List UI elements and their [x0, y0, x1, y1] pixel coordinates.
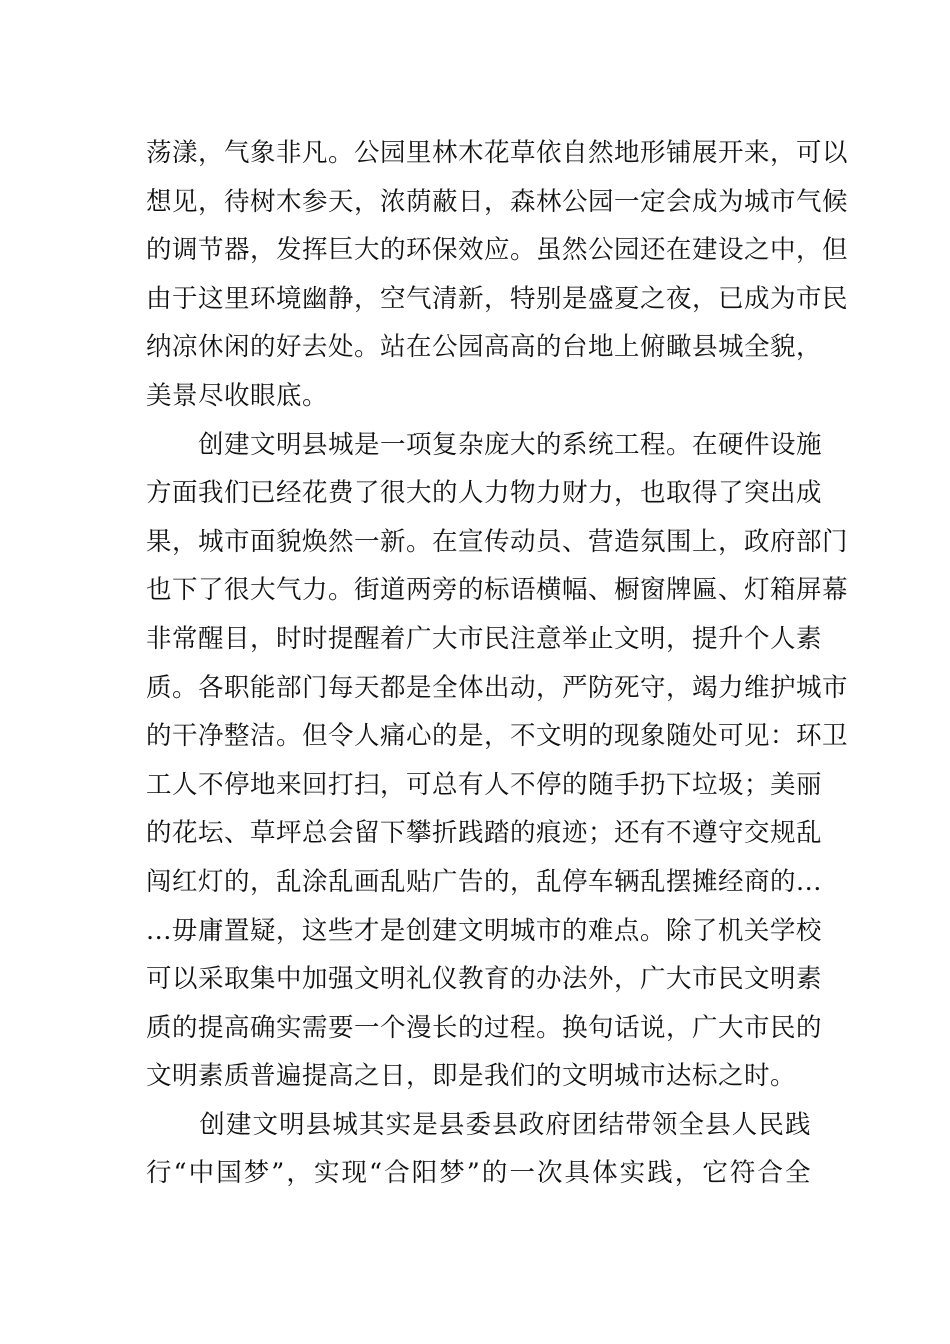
text-line: 想见，待树木参天，浓荫蔽日，森林公园一定会成为城市气候: [146, 186, 849, 217]
text-line: 文明素质普遍提高之日，即是我们的文明城市达标之时。: [146, 1061, 797, 1092]
text-line: 美景尽收眼底。: [146, 380, 329, 411]
text-line: 荡漾，气象非凡。公园里林木花草依自然地形铺展开来，可以: [146, 138, 849, 168]
text-line: 可以采取集中加强文明礼仪教育的办法外，广大市民文明素: [146, 964, 823, 995]
text-line: 果，城市面貌焕然一新。在宣传动员、营造氛围上，政府部门: [146, 526, 849, 557]
text-line: 创建文明县城是一项复杂庞大的系统工程。在硬件设施: [146, 429, 823, 460]
text-line: 创建文明县城其实是县委县政府团结带领全县人民践: [146, 1109, 811, 1140]
text-line: 工人不停地来回打扫，可总有人不停的随手扔下垃圾；美丽: [146, 769, 823, 800]
text-line: 纳凉休闲的好去处。站在公园高高的台地上俯瞰县城全貌，: [146, 332, 823, 363]
text-line: 的干净整洁。但令人痛心的是，不文明的现象随处可见：环卫: [146, 721, 849, 752]
text-line: 由于这里环境幽静，空气清新，特别是盛夏之夜，已成为市民: [146, 283, 849, 314]
text-line: 质。各职能部门每天都是全体出动，严防死守，竭力维护城市: [146, 672, 849, 703]
text-line: 的花坛、草坪总会留下攀折践踏的痕迹；还有不遵守交规乱: [146, 818, 823, 849]
text-line: 方面我们已经花费了很大的人力物力财力，也取得了突出成: [146, 478, 823, 509]
text-line: 闯红灯的，乱涂乱画乱贴广告的，乱停车辆乱摆摊经商的...: [146, 866, 822, 897]
text-line: 质的提高确实需要一个漫长的过程。换句话说，广大市民的: [146, 1012, 823, 1043]
text-line: ...毋庸置疑，这些才是创建文明城市的难点。除了机关学校: [146, 915, 822, 946]
text-line: 行“中国梦”，实现“合阳梦”的一次具体实践，它符合全: [146, 1158, 811, 1189]
body-text: [146, 129, 849, 1198]
text-line: 也下了很大气力。街道两旁的标语横幅、橱窗牌匾、灯箱屏幕: [146, 575, 849, 606]
text-line: 的调节器，发挥巨大的环保效应。虽然公园还在建设之中，但: [146, 235, 849, 266]
text-line: 非常醒目，时时提醒着广大市民注意举止文明，提升个人素: [146, 623, 823, 654]
